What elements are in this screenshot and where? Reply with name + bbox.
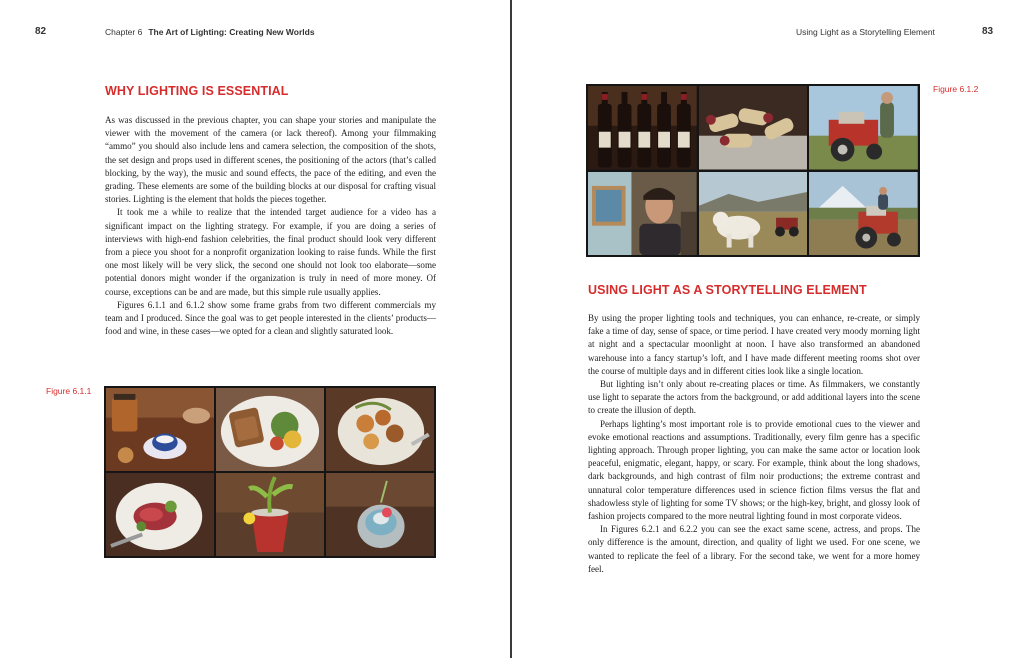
section-heading-storytelling: USING LIGHT AS A STORYTELLING ELEMENT: [588, 283, 867, 297]
paragraph: As was discussed in the previous chapter, you can shape your stories and manipulate the viewer with the movement of the camera (or lack thereof). Among your filmmaking “ammo” you should also include lens and camera selection, the composition of the shots, the set design and props used in different scenes, the positioning of the actors (that’s called blocking, by the way), the music and sound effects, the pace of the editing, and even the grading. These elements are some of the building blocks at our disposal for crafting visual stories. Lighting is the element that holds the pieces together.: [105, 115, 436, 205]
running-header-right: Using Light as a Storytelling Element: [796, 27, 935, 37]
figure-6-1-2-wine-grid: [586, 84, 920, 257]
cocktail-glass-photo: [326, 473, 434, 556]
section-heading-why-lighting: WHY LIGHTING IS ESSENTIAL: [105, 84, 289, 98]
body-text-right: [588, 312, 920, 576]
figure-label-6-1-1: Figure 6.1.1: [46, 386, 92, 396]
page-number-right: 83: [982, 26, 994, 37]
chapter-title: The Art of Lighting: Creating New Worlds: [148, 27, 315, 37]
page-number-left: 82: [35, 26, 47, 37]
paragraph: In Figures 6.2.1 and 6.2.2 you can see the exact same scene, actress, and props. The only difference is the amount, direction, and quality of light we used. For one scene, we wanted to replicate the feel of a library. For the second take, we went for a more homey feel.: [588, 524, 920, 574]
body-text-left: [105, 114, 436, 338]
tractor-in-vineyard-photo: [809, 172, 918, 256]
paragraph: But lighting isn’t only about re-creating places or time. As filmmakers, we constantly use light to separate the actors from the background, or add additional layers into the scene to create the illusion of depth.: [588, 379, 920, 416]
dog-in-field-photo: [699, 172, 808, 256]
running-header-left: [105, 27, 315, 37]
left-page: [0, 0, 511, 658]
winemaker-portrait-photo: [588, 172, 697, 256]
paragraph: Figures 6.1.1 and 6.1.2 show some frame grabs from two different commercials my team and I produced. Since the goal was to get people interested in the clients’ products—food and wine, in these cases—we opted for a clean and slightly saturated look.: [105, 299, 436, 337]
chapter-label: Chapter 6: [105, 27, 143, 37]
wine-bottles-photo: [588, 86, 697, 170]
paragraph: Perhaps lighting’s most important role is to provide emotional cues to the viewer and evoke emotional reactions and assumptions. Traditionally, every film genre has a specific lighting approach. Through proper lighting, you can make the same actor or location look peaceful, enigmatic, elegant, happy, or scary. For example, think about the long shadows, dark backgrounds, and high contrast of film noir productions; the extreme contrast and unnatural color temperature differences used in science fiction films versus the flat and shadowless style of lighting for some TV shows; or the high-key, bright, and glossy look of fashion projects compared to the more neutral lighting found in most corporate videos.: [588, 418, 920, 522]
wine-corks-photo: [699, 86, 808, 170]
bread-and-salad-plate-photo: [216, 388, 324, 471]
steak-plate-photo: [106, 473, 214, 556]
figure-label-6-1-2: Figure 6.1.2: [933, 84, 979, 94]
farmer-on-tractor-photo: [809, 86, 918, 170]
tea-and-desserts-photo: [106, 388, 214, 471]
paragraph: By using the proper lighting tools and techniques, you can enhance, re-create, or simply fake a time of day, sense of space, or time period. I have created very moody morning light at night and a spectacular moonlight at noon. I have also transformed an abandoned warehouse into a fancy startup’s loft, and I have made different meeting rooms shot over the course of multiple days and in different cities look like a single location.: [588, 313, 920, 376]
page-spine-divider: [510, 0, 512, 658]
stuffed-vegetables-photo: [326, 388, 434, 471]
figure-6-1-1-food-grid: [104, 386, 436, 558]
right-page: [513, 0, 1024, 658]
bloody-mary-cocktail-photo: [216, 473, 324, 556]
paragraph: It took me a while to realize that the intended target audience for a video has a significant impact on the lighting strategy. For example, if you are doing a series of interviews with high-end fashion celebrities, the final product should look very different from a piece you shoot for a nonprofit organization looking to raise funds. While the first one most likely will be very slick, the second one should not look too elaborate—some potential donors might wonder if the organization is truly in need of more money. Of course, exceptions can be and are made, but this simple rule usually applies.: [105, 207, 436, 297]
